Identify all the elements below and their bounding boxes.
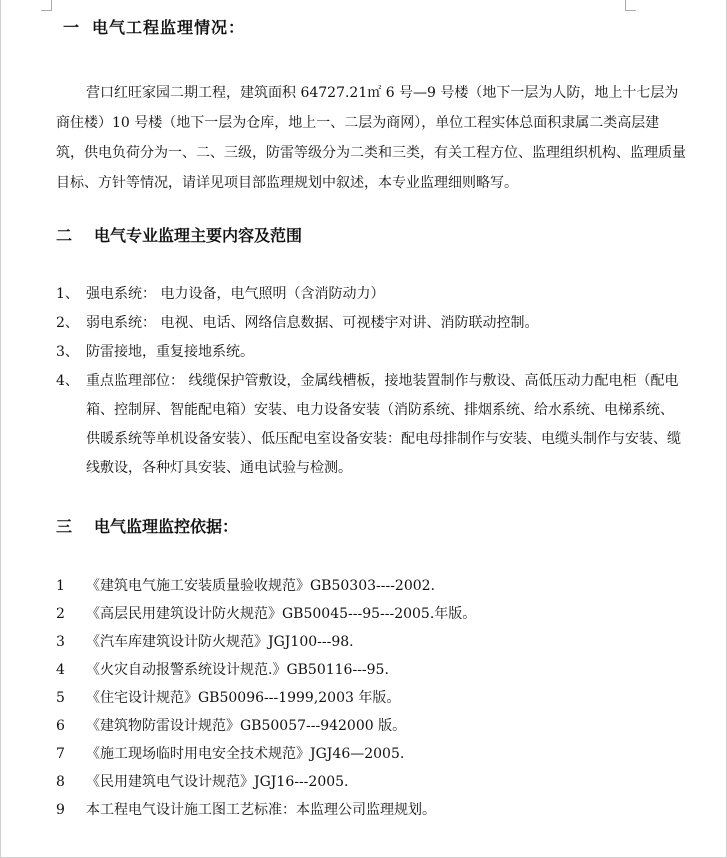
section-1-paragraph-text: 营口红旺家园二期工程，建筑面积 64727.21㎡ 6 号—9 号楼（地下一层为人防，地上十七层为商住楼）10 号楼（地下一层为仓库，地上一、二层为商网），单位工程实体总面积隶属二类高层建筑，供电负荷分为一、二、三级，防雷等级分为二类和三类，有关工程方位、监理组织机构、监理质量目标、方针等情况，请详见项目部监理规划中叙述，本专业监理细则略写。 <box>56 85 686 191</box>
list-item-text: 《施工现场临时用电安全技术规范》JGJ46—2005. <box>86 746 405 762</box>
list-item <box>56 796 686 824</box>
list-item-number: 1 <box>56 578 65 594</box>
list-item-number: 2 <box>56 606 65 622</box>
list-item-number: 5 <box>56 690 65 706</box>
section-3-number: 三 <box>56 517 73 536</box>
list-item-text: 防雷接地，重复接地系统。 <box>86 344 254 360</box>
list-item-text: 《建筑电气施工安装质量验收规范》GB50303----2002. <box>86 578 436 594</box>
section-2-number: 二 <box>56 226 73 245</box>
section-1-heading <box>63 15 245 38</box>
list-item <box>56 712 686 740</box>
section-1-title: 电气工程监理情况： <box>92 18 246 37</box>
margin-corner-mark <box>625 0 636 11</box>
list-item-text: 《住宅设计规范》GB50096---1999,2003 年版。 <box>86 690 401 706</box>
list-item-number: 3、 <box>56 344 79 360</box>
list-item-text: 《火灾自动报警系统设计规范.》GB50116---95. <box>86 662 389 678</box>
section-2-list <box>56 280 686 483</box>
list-item-number: 1、 <box>56 286 79 302</box>
list-item <box>56 367 686 483</box>
list-item-number: 2、 <box>56 315 79 331</box>
list-item <box>56 628 686 656</box>
list-item-number: 9 <box>56 802 65 818</box>
list-item <box>56 656 686 684</box>
list-item-text: 本工程电气设计施工图工艺标准：本监理公司监理规划。 <box>86 802 436 818</box>
section-3-title: 电气监理监控依据： <box>94 517 239 536</box>
list-item-text: 《汽车库建筑设计防火规范》JGJ100---98. <box>86 634 354 650</box>
list-item <box>56 740 686 768</box>
list-item-number: 6 <box>56 718 65 734</box>
list-item-text: 《高层民用建筑设计防火规范》GB50045---95---2005.年版。 <box>86 606 477 622</box>
list-item <box>56 280 686 309</box>
list-item-number: 7 <box>56 746 65 762</box>
list-item-text: 弱电系统： 电视、电话、网络信息数据、可视楼宇对讲、消防联动控制。 <box>86 315 539 331</box>
list-item-text: 重点监理部位： 线缆保护管敷设，金属线槽板，接地装置制作与敷设、高低压动力配电柜（配电箱、控制屏、智能配电箱）安装、电力设备安装（消防系统、排烟系统、给水系统、电梯系统、供暖系统等单机设备安装）、低压配电室设备安装：配电母排制作与安装、电缆头制作与安装、缆线敷设，各种灯具安装、通电试验与检测。 <box>86 373 681 476</box>
margin-corner-mark <box>41 0 52 11</box>
list-item <box>56 768 686 796</box>
list-item-number: 4、 <box>56 373 79 389</box>
list-item <box>56 572 686 600</box>
section-3-heading <box>56 514 238 537</box>
section-2-title: 电气专业监理主要内容及范围 <box>94 226 303 245</box>
list-item <box>56 338 686 367</box>
section-1-number: 一 <box>63 18 81 37</box>
list-item-number: 8 <box>56 774 65 790</box>
list-item-number: 3 <box>56 634 65 650</box>
list-item <box>56 684 686 712</box>
list-item-number: 4 <box>56 662 65 678</box>
list-item-text: 强电系统： 电力设备，电气照明（含消防动力） <box>86 286 385 302</box>
section-2-heading <box>56 223 302 246</box>
list-item-text: 《民用建筑电气设计规范》JGJ16---2005. <box>86 774 349 790</box>
section-1-paragraph <box>56 78 686 198</box>
section-3-list <box>56 572 686 824</box>
list-item <box>56 309 686 338</box>
list-item-text: 《建筑物防雷设计规范》GB50057---942000 版。 <box>86 718 407 734</box>
list-item <box>56 600 686 628</box>
